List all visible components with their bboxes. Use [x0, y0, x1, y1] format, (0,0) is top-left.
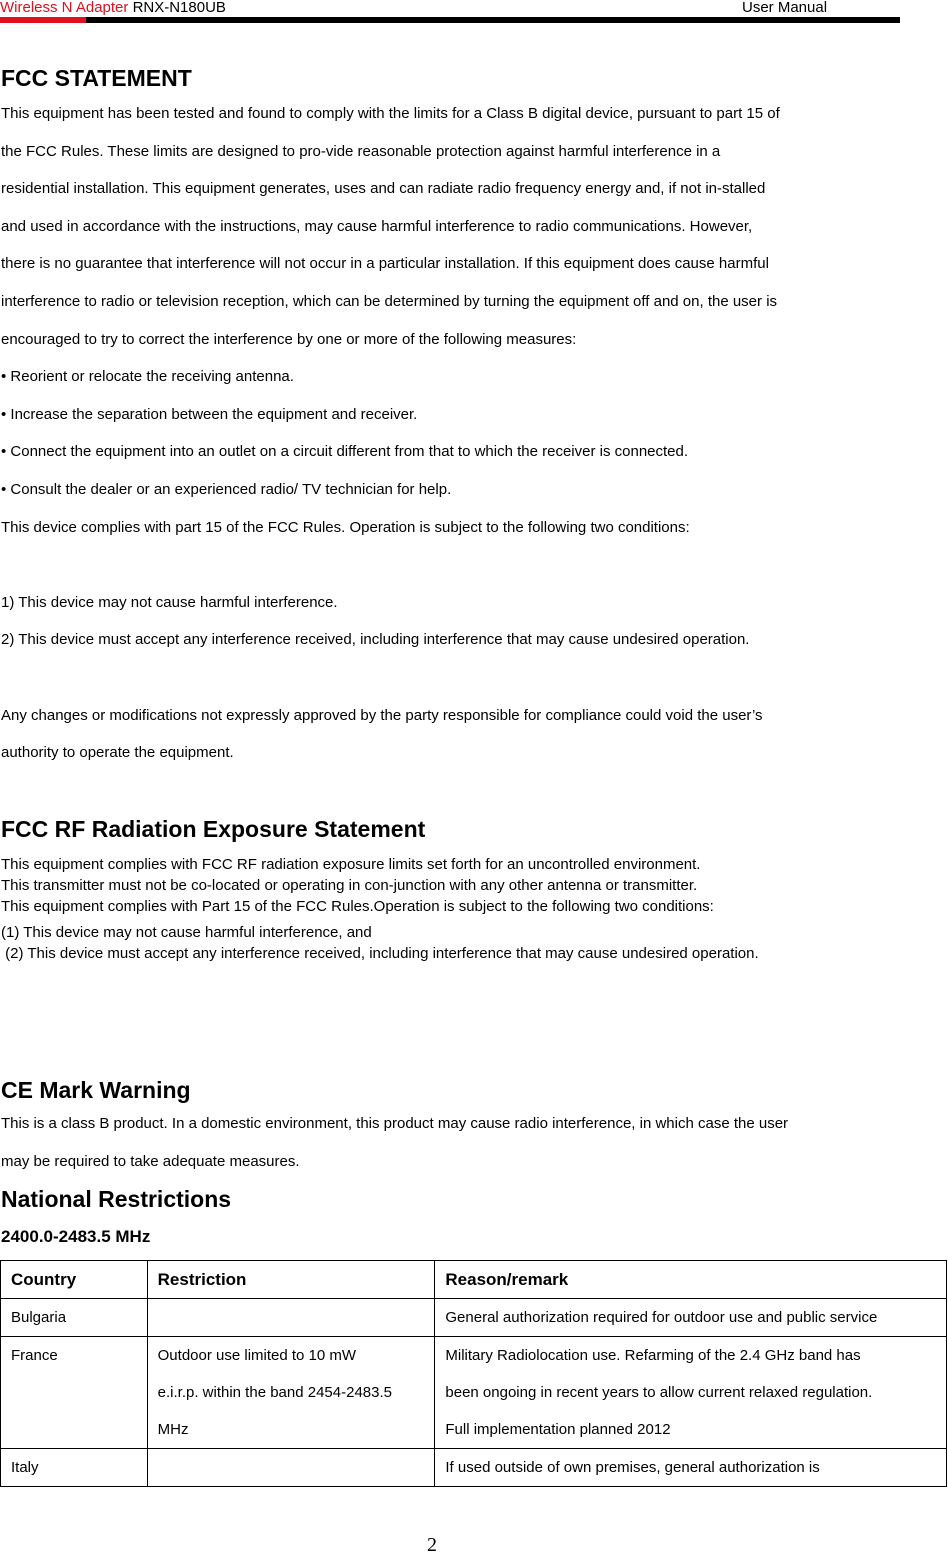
column-header-reason: Reason/remark	[435, 1261, 947, 1299]
header-brand-name: Wireless N Adapter	[0, 0, 129, 16]
header-rule-accent	[0, 17, 86, 23]
fcc-line: interference to radio or television reception, which can be determined by turning the equipment off and on, the user is	[1, 292, 778, 310]
table-row	[1, 1337, 947, 1449]
page-header	[0, 0, 948, 24]
page-number: 2	[427, 1534, 437, 1556]
fcc-bullet: • Connect the equipment into an outlet on a circuit different from that to which the receiver is connected.	[1, 443, 689, 461]
reason-text: Military Radiolocation use. Refarming of the 2.4 GHz band has	[445, 1347, 861, 1364]
fcc-bullet: • Consult the dealer or an experienced radio/ TV technician for help.	[1, 480, 452, 498]
restriction-cell	[147, 1299, 435, 1337]
ce-line: This is a class B product. In a domestic environment, this product may cause radio interference, in which case the user	[1, 1115, 789, 1132]
fcc-line: encouraged to try to correct the interference by one or more of the following measures:	[1, 330, 577, 348]
fcc-condition: 1) This device may not cause harmful interference.	[1, 593, 338, 611]
column-header-country: Country	[1, 1261, 148, 1299]
rf-line: This equipment complies with FCC RF radiation exposure limits set forth for an uncontrolled environment.	[1, 856, 701, 873]
restriction-text: MHz	[157, 1421, 189, 1438]
header-manual-label: User Manual	[742, 0, 828, 16]
header-brand	[0, 0, 226, 16]
rf-exposure-section	[1, 814, 759, 964]
reason-text: General authorization required for outdoor use and public service	[445, 1309, 878, 1326]
country-name: France	[11, 1347, 58, 1364]
reason-text: If used outside of own premises, general authorization is	[445, 1459, 820, 1476]
fcc-changes-line: Any changes or modifications not expressly approved by the party responsible for compliance could void the user’s	[1, 706, 763, 724]
ce-line: may be required to take adequate measures.	[1, 1152, 300, 1170]
fcc-condition: 2) This device must accept any interference received, including interference that may cause undesired operation.	[1, 631, 750, 649]
country-cell	[1, 1299, 148, 1337]
fcc-statement-section	[1, 63, 780, 772]
restriction-cell	[147, 1337, 435, 1449]
restriction-text: e.i.r.p. within the band 2454-2483.5	[157, 1384, 392, 1401]
reason-text: been ongoing in recent years to allow current relaxed regulation.	[445, 1384, 873, 1401]
column-header-restriction: Restriction	[147, 1261, 435, 1299]
country-cell	[1, 1449, 148, 1487]
country-name: Bulgaria	[11, 1309, 67, 1326]
national-restrictions-title: National Restrictions	[1, 1186, 232, 1213]
fcc-line: the FCC Rules. These limits are designed to pro-vide reasonable protection against harmful interference in a	[1, 142, 721, 160]
table-row	[1, 1299, 947, 1337]
header-model: RNX-N180UB	[132, 0, 226, 16]
restrictions-table	[0, 1260, 947, 1487]
restriction-text: Outdoor use limited to 10 mW	[157, 1347, 357, 1364]
header-rule	[86, 17, 900, 23]
fcc-line: This device complies with part 15 of the FCC Rules. Operation is subject to the following two conditions:	[1, 518, 690, 536]
reason-cell	[435, 1449, 947, 1487]
rf-line: This transmitter must not be co-located or operating in con-junction with any other antenna or transmitter.	[1, 877, 698, 894]
table-row	[1, 1449, 947, 1487]
country-name: Italy	[11, 1459, 39, 1476]
reason-cell	[435, 1299, 947, 1337]
rf-line: This equipment complies with Part 15 of the FCC Rules.Operation is subject to the following two conditions:	[1, 898, 714, 915]
fcc-line: and used in accordance with the instructions, may cause harmful interference to radio communications. However,	[1, 217, 753, 235]
fcc-statement-title: FCC STATEMENT	[1, 65, 192, 91]
restriction-cell	[147, 1449, 435, 1487]
fcc-bullet: • Increase the separation between the equipment and receiver.	[1, 405, 418, 423]
table-header-row	[1, 1261, 947, 1299]
band-label: 2400.0-2483.5 MHz	[1, 1227, 151, 1247]
fcc-bullet: • Reorient or relocate the receiving antenna.	[1, 368, 294, 386]
ce-warning-title: CE Mark Warning	[1, 1077, 191, 1103]
ce-warning-section	[1, 1075, 788, 1255]
country-cell	[1, 1337, 148, 1449]
reason-cell	[435, 1337, 947, 1449]
fcc-changes-line: authority to operate the equipment.	[1, 744, 234, 762]
fcc-line: there is no guarantee that interference will not occur in a particular installation. If this equipment does cause harmful	[1, 255, 769, 273]
reason-text: Full implementation planned 2012	[445, 1421, 671, 1438]
fcc-line: residential installation. This equipment generates, uses and can radiate radio frequency energy and, if not in-stalled	[1, 180, 766, 198]
fcc-line: This equipment has been tested and found to comply with the limits for a Class B digital device, pursuant to part 15 of	[1, 105, 780, 122]
rf-exposure-title: FCC RF Radiation Exposure Statement	[1, 816, 426, 842]
rf-condition: (1) This device may not cause harmful interference, and	[1, 924, 372, 941]
rf-condition: (2) This device must accept any interference received, including interference that may cause undesired operation.	[1, 945, 759, 962]
